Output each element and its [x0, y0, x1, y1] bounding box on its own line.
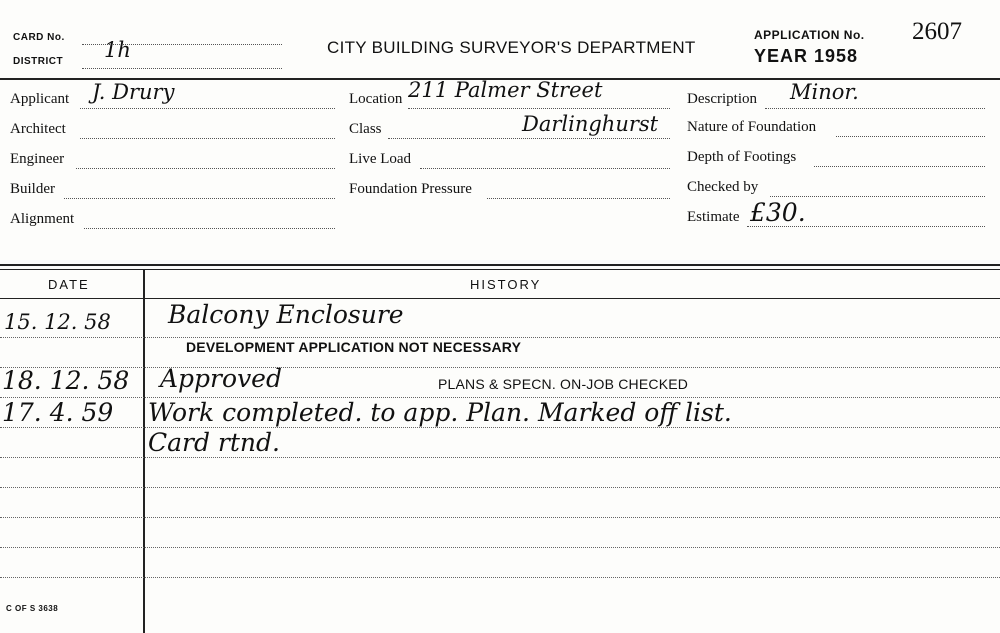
- date-column-divider: [143, 270, 145, 633]
- location-line: [408, 108, 670, 109]
- district-label: DISTRICT: [13, 56, 64, 67]
- history-top-rule-2: [0, 269, 1000, 270]
- live-load-line: [420, 168, 670, 169]
- description-line: [765, 108, 985, 109]
- entry-stamp: PLANS & SPECN. ON-JOB CHECKED: [438, 376, 689, 392]
- checked-by-line: [770, 196, 985, 197]
- entry-date: 15. 12. 58: [4, 310, 111, 334]
- form-code: C OF S 3638: [6, 604, 59, 613]
- history-ruled-line: [0, 457, 1000, 458]
- entry-stamp: DEVELOPMENT APPLICATION NOT NECESSARY: [186, 339, 522, 355]
- entry-text: Balcony Enclosure: [168, 300, 404, 329]
- estimate-value: £30.: [750, 198, 806, 227]
- history-ruled-line: [0, 547, 1000, 548]
- nature-of-foundation-line: [836, 136, 985, 137]
- nature-of-foundation-label: Nature of Foundation: [687, 119, 817, 135]
- depth-of-footings-label: Depth of Footings: [687, 149, 797, 165]
- history-ruled-line: [0, 577, 1000, 578]
- history-header: HISTORY: [470, 277, 542, 292]
- applicant-line: [80, 108, 335, 109]
- card-no-label: CARD No.: [13, 32, 65, 43]
- class-label: Class: [349, 121, 382, 137]
- live-load-label: Live Load: [349, 151, 412, 167]
- date-header: DATE: [48, 277, 90, 292]
- applicant-value: J. Drury: [92, 80, 175, 104]
- history-ruled-line: [0, 337, 1000, 338]
- alignment-label: Alignment: [10, 211, 75, 227]
- location-value-line2: Darlinghurst: [522, 112, 659, 136]
- history-ruled-line: [0, 517, 1000, 518]
- history-header-rule: [0, 298, 1000, 299]
- district-value: 1h: [104, 38, 131, 62]
- history-ruled-line: [0, 367, 1000, 368]
- architect-label: Architect: [10, 121, 66, 137]
- location-label: Location: [349, 91, 403, 107]
- description-value: Minor.: [790, 80, 859, 104]
- application-no-label: APPLICATION No.: [754, 28, 865, 42]
- engineer-label: Engineer: [10, 151, 65, 167]
- applicant-label: Applicant: [10, 91, 70, 107]
- district-line: [82, 68, 282, 69]
- estimate-label: Estimate: [687, 209, 740, 225]
- foundation-pressure-line: [487, 198, 670, 199]
- builder-line: [64, 198, 335, 199]
- entry-text: Work completed. to app. Plan. Marked off list.: [148, 398, 732, 427]
- entry-text: Approved: [160, 364, 282, 393]
- application-number: 2607: [912, 18, 962, 45]
- location-value: 211 Palmer Street: [408, 78, 603, 102]
- year-label: YEAR 1958: [754, 46, 859, 66]
- architect-line: [80, 138, 335, 139]
- builder-label: Builder: [10, 181, 55, 197]
- entry-date: 18. 12. 58: [2, 366, 130, 395]
- description-label: Description: [687, 91, 757, 107]
- engineer-line: [76, 168, 335, 169]
- class-line: [388, 138, 670, 139]
- depth-of-footings-line: [814, 166, 985, 167]
- checked-by-label: Checked by: [687, 179, 759, 195]
- alignment-line: [84, 228, 335, 229]
- entry-date: 17. 4. 59: [2, 398, 114, 427]
- foundation-pressure-label: Foundation Pressure: [349, 181, 472, 197]
- department-title: CITY BUILDING SURVEYOR'S DEPARTMENT: [327, 38, 696, 57]
- history-ruled-line: [0, 487, 1000, 488]
- entry-text: Card rtnd.: [148, 428, 280, 457]
- history-top-rule: [0, 264, 1000, 266]
